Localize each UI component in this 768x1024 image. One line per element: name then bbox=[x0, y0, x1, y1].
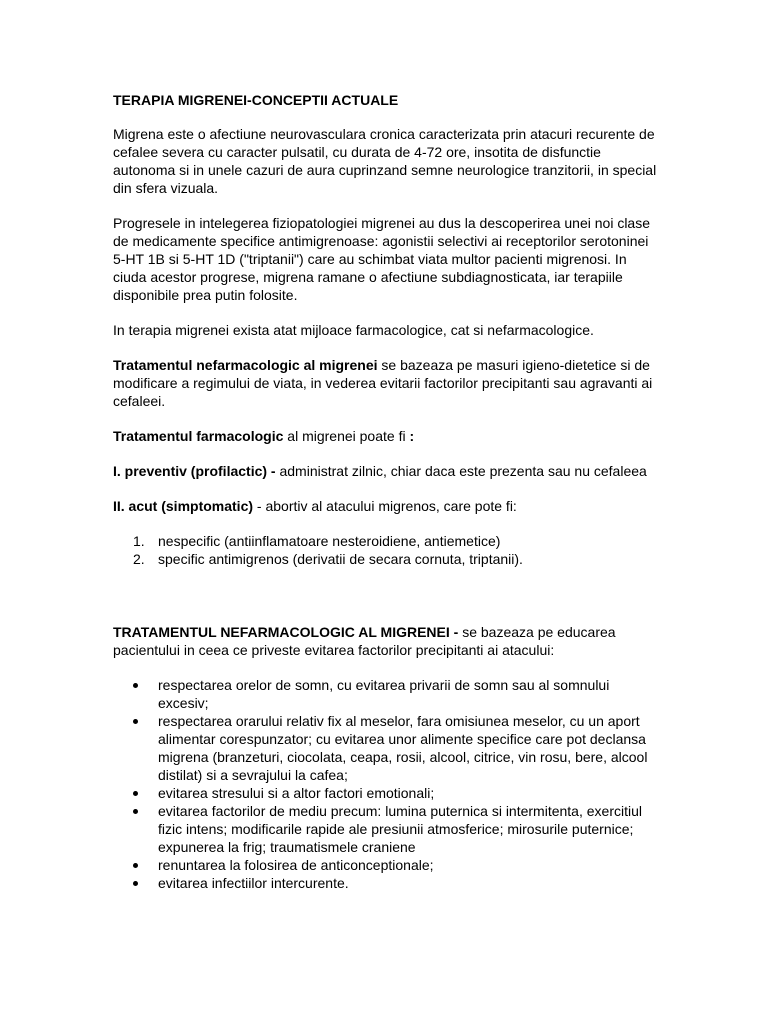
acute-treatment-list bbox=[113, 532, 658, 568]
acute-paragraph bbox=[113, 497, 658, 515]
list-item-text: respectarea orelor de somn, cu evitarea privarii de somn sau al somnului excesiv; bbox=[158, 677, 610, 711]
list-item-text: evitarea factorilor de mediu precum: lumina puternica si intermitenta, exercitiul fizic intens; modificarile rapide ale presiunii atmosferice; mirosurile puternice; expunerea la frig; traumatismele craniene bbox=[158, 803, 642, 855]
acute-heading: II. acut (simptomatic) bbox=[113, 498, 254, 514]
nonpharm-heading: Tratamentul nefarmacologic al migrenei bbox=[113, 357, 378, 373]
list-item bbox=[113, 856, 658, 874]
document-title: TERAPIA MIGRENEI-CONCEPTII ACTUALE bbox=[113, 92, 399, 108]
pharm-colon: : bbox=[409, 428, 415, 444]
bullet-icon bbox=[133, 863, 138, 868]
bullet-icon bbox=[133, 809, 138, 814]
list-number: 1. bbox=[133, 533, 145, 549]
therapy-means-paragraph: In terapia migrenei exista atat mijloace farmacologice, cat si nefarmacologice. bbox=[113, 322, 594, 338]
list-item bbox=[113, 550, 658, 568]
section2-paragraph bbox=[113, 623, 658, 659]
bullet-icon bbox=[133, 791, 138, 796]
list-item bbox=[113, 676, 658, 712]
progress-paragraph: Progresele in intelegerea fiziopatologiei migrenei au dus la descoperirea unei noi clase de medicamente specifice antimigrenoase: agonistii selectivi ai receptorilor serotoninei 5-HT 1B si 5-HT 1D ("triptanii") care au schimbat viata multor pacienti migrenosi. In ciuda acestor progrese, migrena ramane o afectiune subdiagnosticata, iar terapiile disponibile prea putin folosite. bbox=[113, 215, 650, 303]
nonpharm-paragraph bbox=[113, 356, 658, 410]
acute-text: - abortiv al atacului migrenos, care pote fi: bbox=[253, 498, 517, 514]
nonpharm-text: se bazeaza pe masuri igieno-dietetice si de modificare a regimului de viata, in vederea evitarii factorilor precipitanti sau agravanti ai cefaleei. bbox=[113, 357, 653, 409]
section2-text: se bazeaza pe educarea pacientului in ceea ce priveste evitarea factorilor precipitanti ai atacului: bbox=[113, 624, 616, 658]
pharm-heading: Tratamentul farmacologic bbox=[113, 428, 284, 444]
document-body bbox=[113, 91, 658, 892]
list-item-text: evitarea stresului si a altor factori emotionali; bbox=[158, 785, 435, 801]
list-item bbox=[113, 874, 658, 892]
list-item bbox=[113, 784, 658, 802]
list-item-text: specific antimigrenos (derivatii de secara cornuta, triptanii). bbox=[158, 551, 523, 567]
list-item-text: evitarea infectiilor intercurente. bbox=[158, 875, 349, 891]
list-item-text: respectarea orarului relativ fix al meselor, fara omisiunea meselor, cu un aport alimentar corespunzator; cu evitarea unor alimente specifice care pot declansa migrena (branzeturi, ciocolata, ceapa, rosii, alcool, citrice, vin rosu, bere, alcool distilat) si a sevrajului la cafea; bbox=[158, 713, 648, 783]
list-item bbox=[113, 802, 658, 856]
list-item-text: renuntarea la folosirea de anticonceptionale; bbox=[158, 857, 434, 873]
preventive-heading: I. preventiv (profilactic) - bbox=[113, 463, 276, 479]
list-item-text: nespecific (antiinflamatoare nesteroidiene, antiemetice) bbox=[158, 533, 501, 549]
intro-paragraph: Migrena este o afectiune neurovasculara cronica caracterizata prin atacuri recurente de cefalee severa cu caracter pulsatil, cu durata de 4-72 ore, insotita de disfunctie autonoma si in unele cazuri de aura cuprinzand semne neurologice tranzitorii, in special din sfera vizuala. bbox=[113, 126, 657, 196]
section2-heading: TRATAMENTUL NEFARMACOLOGIC AL MIGRENEI - bbox=[113, 624, 459, 640]
pharm-text: al migrenei poate fi bbox=[283, 428, 410, 444]
pharm-paragraph bbox=[113, 427, 658, 445]
bullet-icon bbox=[133, 719, 138, 724]
bullet-icon bbox=[133, 881, 138, 886]
bullet-icon bbox=[133, 683, 138, 688]
list-item bbox=[113, 712, 658, 784]
precipitating-factors-list bbox=[113, 676, 658, 892]
list-number: 2. bbox=[133, 551, 145, 567]
preventive-text: administrat zilnic, chiar daca este prezenta sau nu cefaleea bbox=[275, 463, 647, 479]
list-item bbox=[113, 532, 658, 550]
preventive-paragraph bbox=[113, 462, 658, 480]
